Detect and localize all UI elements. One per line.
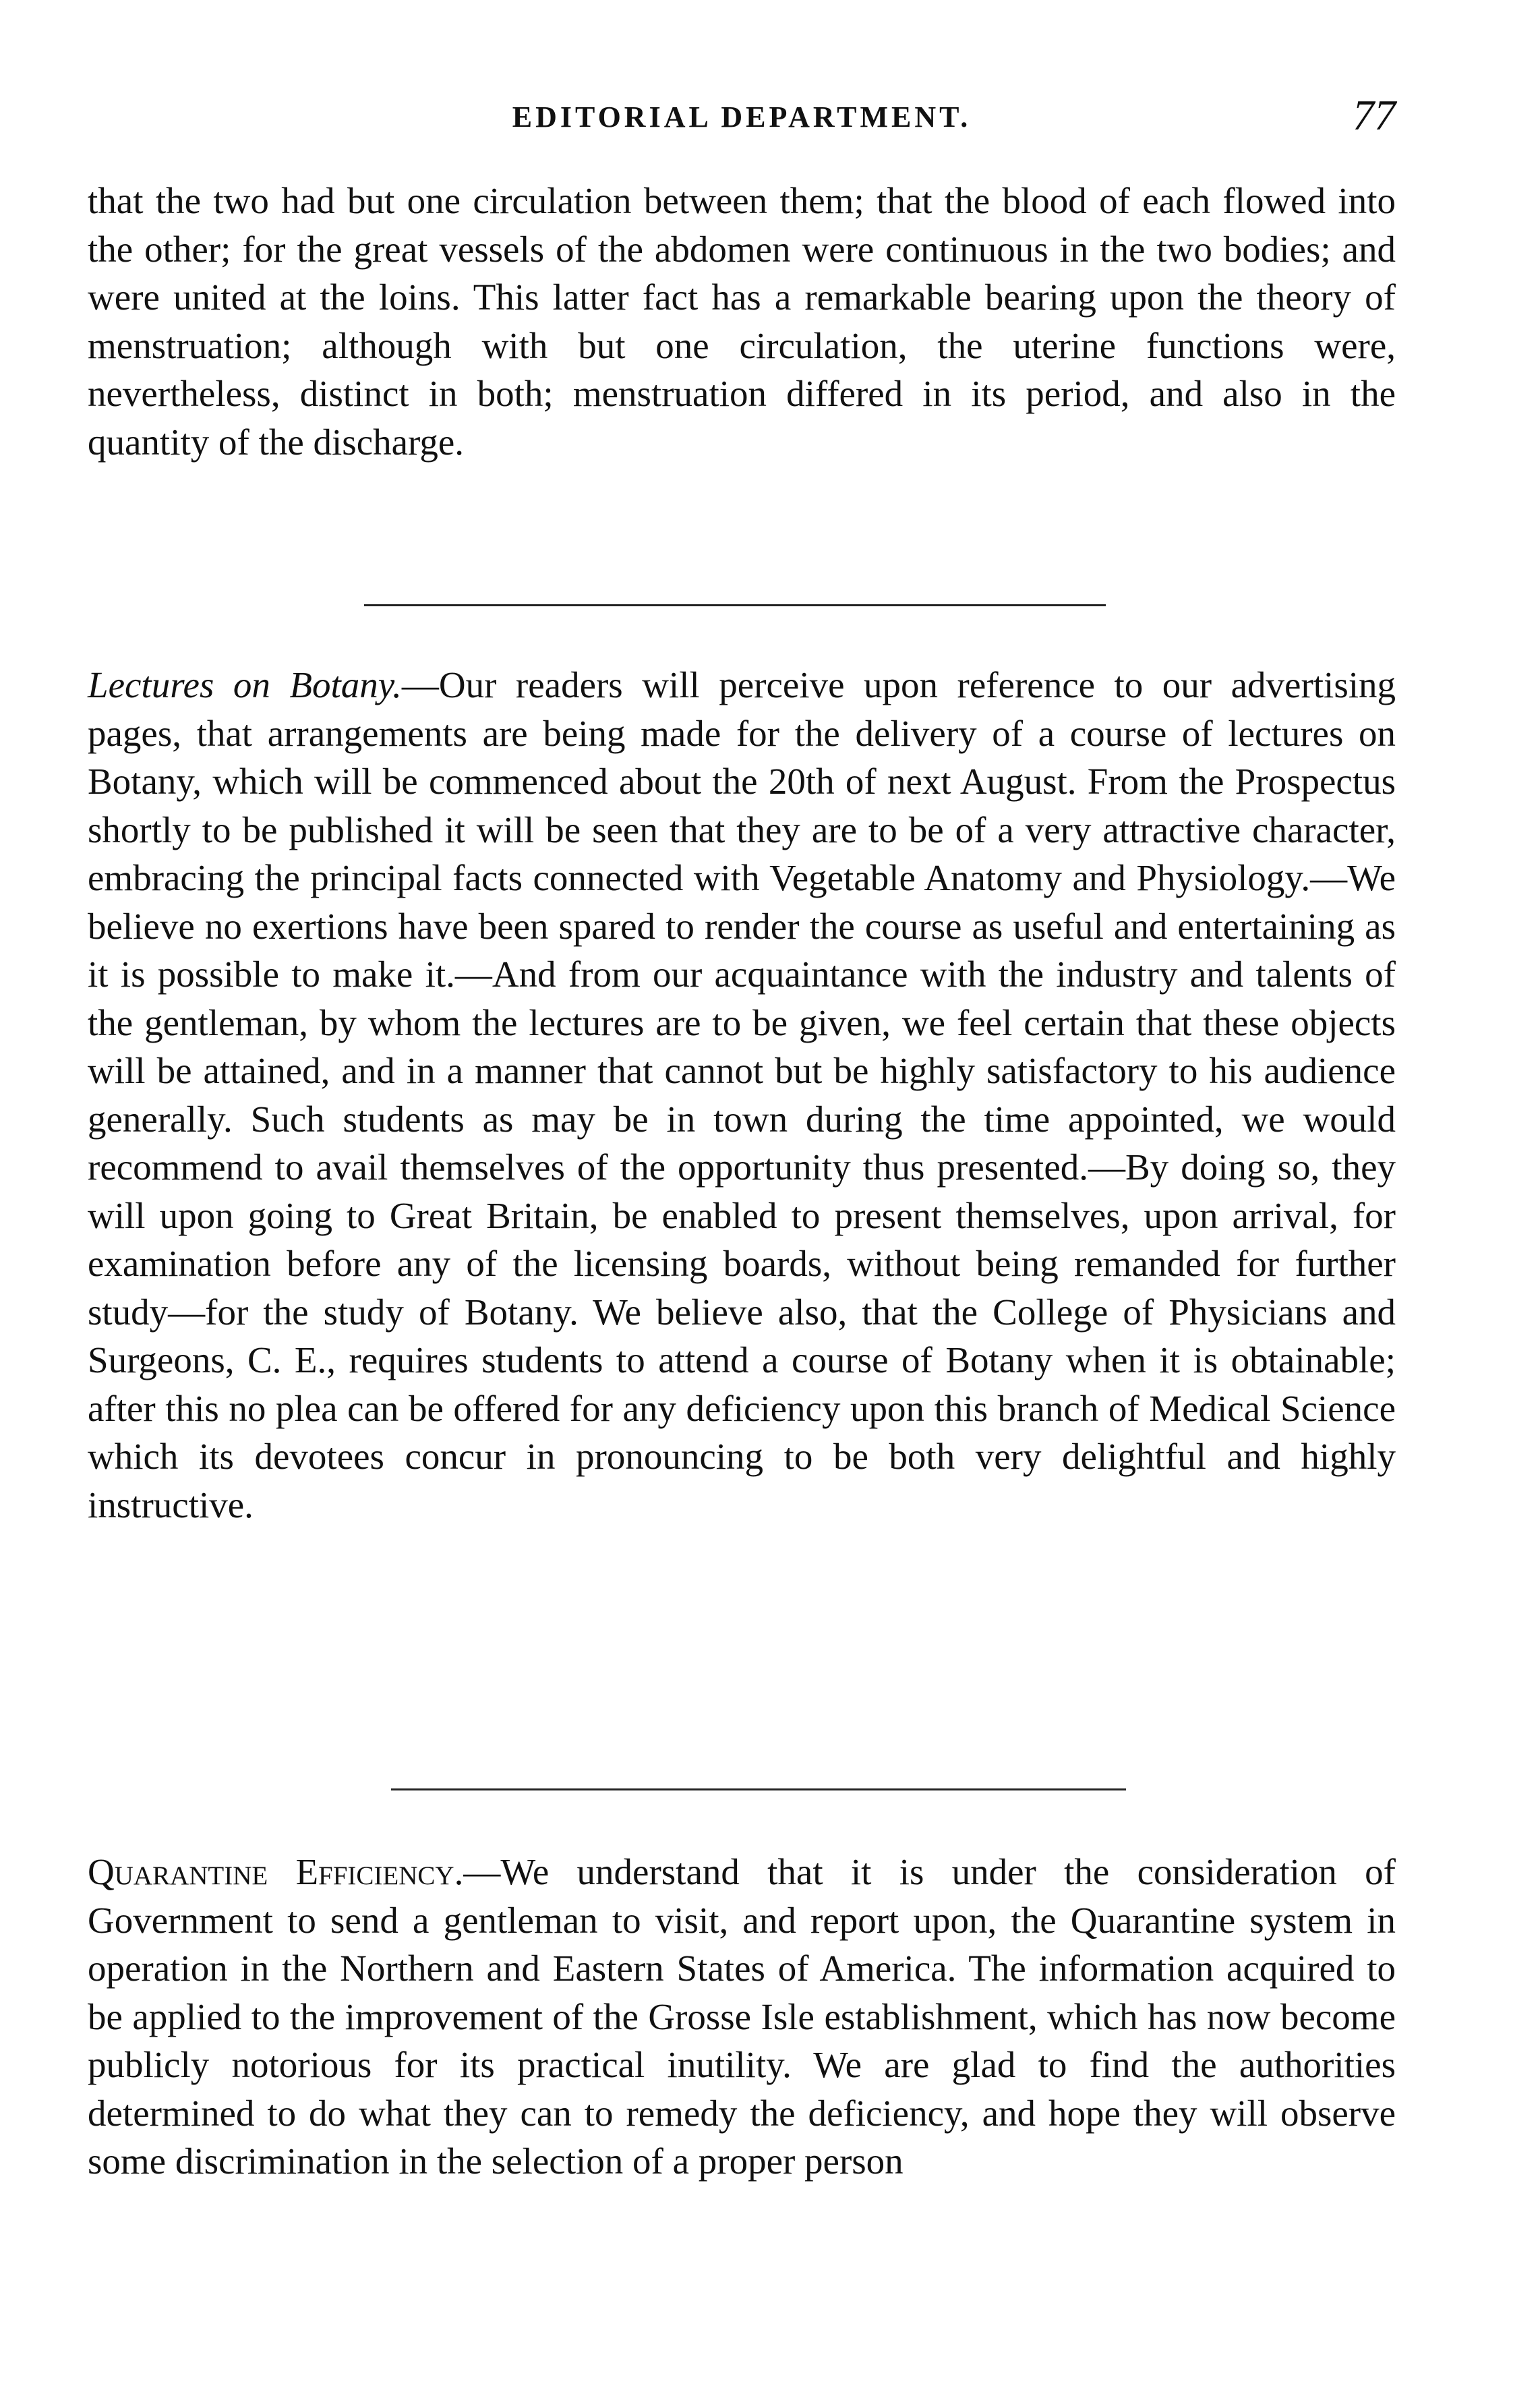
running-head [88,91,1396,147]
paragraph-heading: Quarantine Efficiency. [88,1851,464,1892]
paragraph-quarantine-efficiency [88,1848,1396,2186]
paragraph-text: —Our readers will perceive upon reference to our advertising pages, that arrangements are being made for the delivery of a course of lectures on Botany, which will be commenced about the 20th of next August. From the Prospectus shortly to be published it will be seen that they are to be of a very attractive character, embracing the principal facts connected with Vegetable Anatomy and Physiology.—We believe no exertions have been spared to render the course as useful and entertaining as it is possible to make it.—And from our acquaintance with the industry and talents of the gentleman, by whom the lectures are to be given, we feel certain that these objects will be attained, and in a manner that cannot but be highly satisfactory to his audience generally. Such students as may be in town during the time appointed, we would recommend to avail themselves of the opportunity thus presented.—By doing so, they will upon going to Great Britain, be enabled to present themselves, upon arrival, for examination before any of the licensing boards, without being remanded for further study—for the study of Botany. We believe also, that the College of Physicians and Surgeons, C. E., requires students to attend a course of Botany when it is obtainable; after this no plea can be offered for any deficiency upon this branch of Medical Science which its devotees concur in pronouncing to be both very delightful and highly instructive. [88,664,1396,1525]
paragraph-heading: Lectures on Botany. [88,664,402,705]
paragraph-text: —We understand that it is under the consideration of Government to send a gentleman to visit, and report upon, the Quarantine system in operation in the Northern and Eastern States of America. The information acquired to be applied to the improvement of the Grosse Isle establishment, which has now become publicly notorious for its practical inutility. We are glad to find the authorities determined to do what they can to remedy the deficiency, and hope they will observe some discrimination in the selection of a proper person [88,1851,1396,2182]
paragraph-lectures-on-botany [88,661,1396,1529]
paragraph-text: that the two had but one circulation between them; that the blood of each flowed into the other; for the great vessels of the abdomen were continuous in the two bodies; and were united at the loins. This latter fact has a remarkable bearing upon the theory of menstruation; although with but one circulation, the uterine functions were, nevertheless, distinct in both; menstruation differed in its period, and also in the quantity of the discharge. [88,180,1396,463]
paragraph-menstruation [88,177,1396,466]
section-divider [364,604,1106,606]
page-number: 77 [1353,91,1396,139]
header-title: EDITORIAL DEPARTMENT. [512,100,972,134]
section-divider [391,1788,1126,1790]
